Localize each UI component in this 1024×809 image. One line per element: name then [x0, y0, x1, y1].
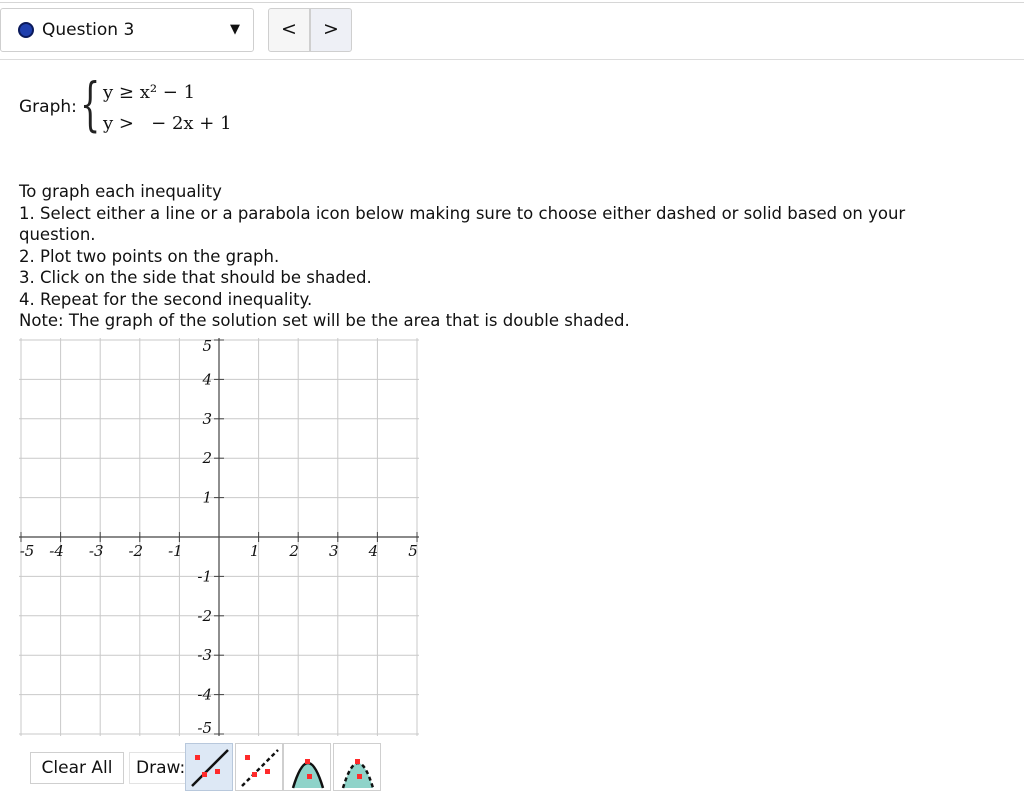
instructions-step-4: 4. Repeat for the second inequality.: [19, 289, 313, 309]
solid-parabola-tool[interactable]: [283, 743, 331, 791]
top-border: [0, 2, 1024, 3]
question-label: Question 3: [42, 20, 135, 40]
inequality-2: y > − 2x + 1: [103, 113, 232, 134]
y-tick-label: -4: [197, 685, 212, 704]
instructions-step-3: 3. Click on the side that should be shaded.: [19, 268, 372, 287]
y-tick-label: 1: [202, 488, 212, 507]
dashed-line-tool[interactable]: [235, 743, 283, 791]
y-tick-label: -3: [197, 646, 212, 665]
x-tick-label: -4: [49, 542, 64, 560]
instructions-note: Note: The graph of the solution set will be the area that is double shaded.: [19, 311, 630, 330]
clear-all-button[interactable]: Clear All: [30, 752, 124, 784]
draw-label: Draw:: [129, 752, 192, 784]
y-tick-label: 5: [202, 338, 212, 355]
caret-down-icon: ▼: [230, 22, 240, 37]
header-divider: [0, 59, 1024, 60]
y-tick-label: 3: [202, 409, 212, 428]
solid-line-icon: [186, 744, 234, 792]
x-tick-label: 4: [368, 542, 379, 560]
x-tick-label: -3: [88, 542, 104, 560]
dashed-parabola-tool[interactable]: [333, 743, 381, 791]
instructions: [19, 181, 979, 332]
question-selector[interactable]: [0, 8, 254, 52]
y-tick-label: 4: [202, 370, 212, 389]
solid-parabola-icon: [284, 744, 332, 792]
x-tick-label: -2: [128, 542, 144, 560]
x-tick-label: -5: [19, 542, 35, 560]
solid-line-tool[interactable]: [185, 743, 233, 791]
x-tick-label: 3: [329, 542, 339, 560]
instructions-intro: To graph each inequality: [19, 182, 222, 201]
previous-question-button[interactable]: <: [268, 8, 310, 52]
instructions-step-2: 2. Plot two points on the graph.: [19, 246, 280, 266]
graph-prompt-label: Graph:: [19, 97, 77, 117]
x-tick-label: -1: [168, 542, 183, 560]
y-tick-label: -1: [197, 567, 212, 586]
dashed-parabola-icon: [334, 744, 382, 792]
question-status-dot: [18, 22, 34, 38]
x-tick-label: 2: [289, 542, 299, 560]
x-tick-label: 5: [408, 542, 418, 560]
y-tick-label: 2: [202, 449, 212, 468]
inequality-1: y ≥ x² − 1: [103, 82, 196, 103]
x-tick-label: 1: [249, 542, 260, 560]
y-tick-label: -2: [197, 606, 212, 625]
graph-canvas[interactable]: [19, 338, 419, 736]
dashed-line-icon: [236, 744, 284, 792]
instructions-step-1: 1. Select either a line or a parabola icon below making sure to choose either dashed or solid based on your question.: [19, 203, 906, 244]
system-brace: {: [80, 70, 101, 138]
y-tick-label: -5: [197, 719, 212, 736]
next-question-button[interactable]: >: [310, 8, 352, 52]
